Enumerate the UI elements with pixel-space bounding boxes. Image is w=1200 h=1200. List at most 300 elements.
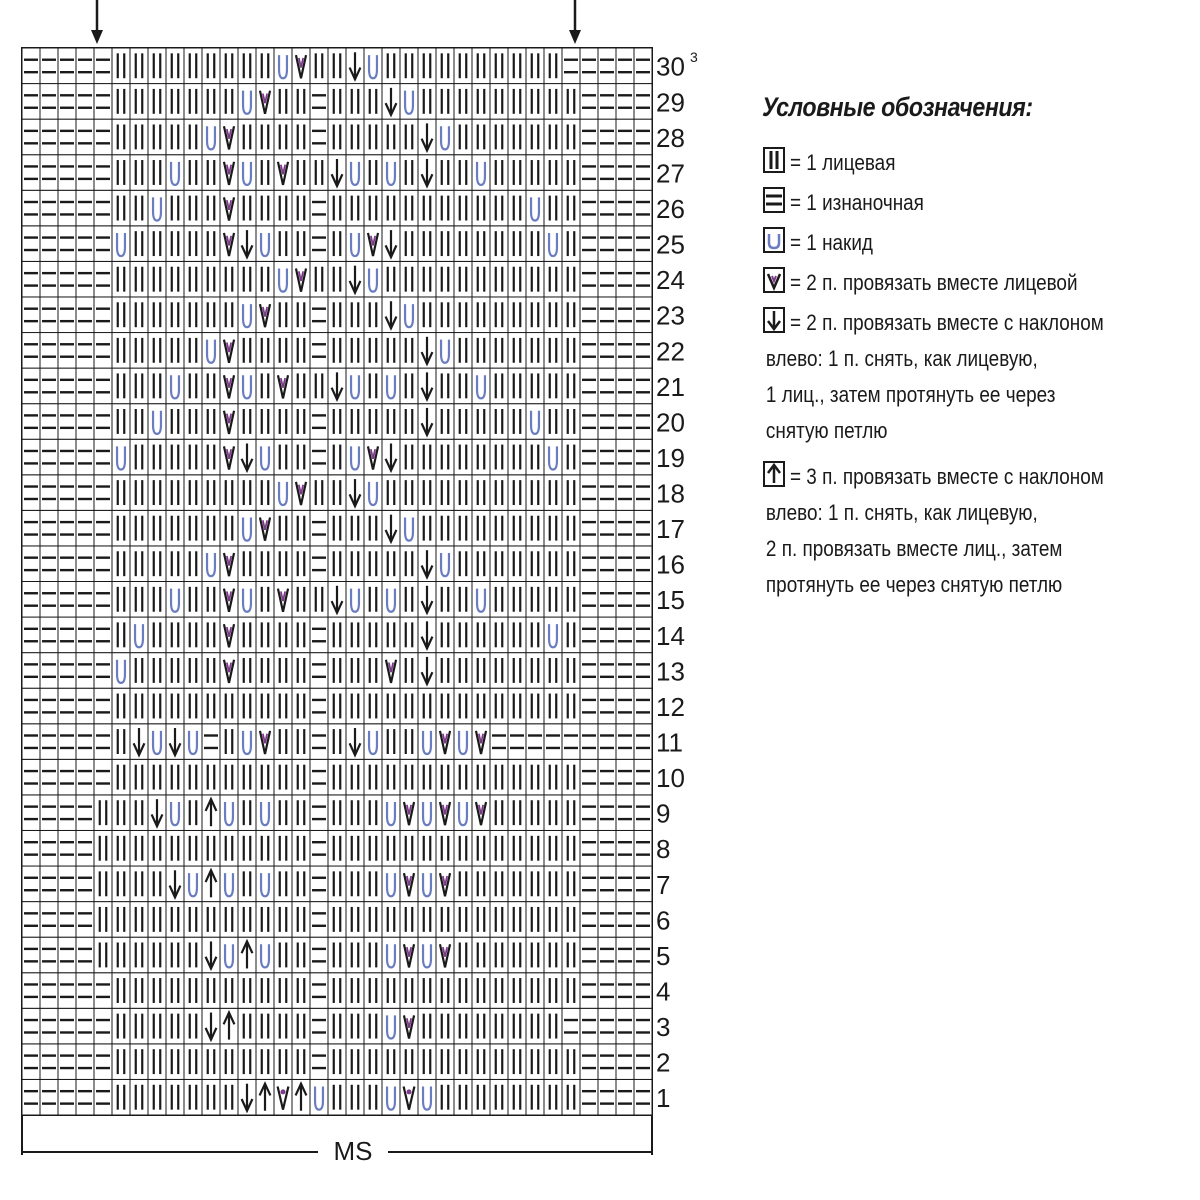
stitch-cell	[274, 226, 292, 262]
stitch-cell	[346, 368, 364, 404]
stitch-cell	[616, 724, 634, 760]
stitch-cell	[328, 190, 346, 226]
stitch-cell	[328, 653, 346, 689]
stitch-cell	[184, 795, 202, 831]
stitch-cell	[526, 226, 544, 262]
stitch-cell	[274, 688, 292, 724]
stitch-cell	[634, 1044, 652, 1080]
stitch-cell	[76, 1008, 94, 1044]
stitch-cell	[616, 261, 634, 297]
stitch-cell	[634, 759, 652, 795]
stitch-cell	[310, 226, 328, 262]
stitch-cell	[292, 830, 310, 866]
stitch-cell	[202, 1044, 220, 1080]
stitch-cell	[76, 973, 94, 1009]
stitch-cell	[58, 724, 76, 760]
stitch-cell	[472, 653, 490, 689]
stitch-cell	[40, 333, 58, 369]
stitch-cell	[544, 582, 562, 618]
stitch-cell	[184, 510, 202, 546]
stitch-cell	[238, 830, 256, 866]
stitch-cell	[94, 475, 112, 511]
stitch-cell	[598, 510, 616, 546]
stitch-cell	[256, 48, 274, 84]
stitch-cell	[112, 795, 130, 831]
stitch-cell	[310, 261, 328, 297]
stitch-cell	[616, 297, 634, 333]
stitch-cell	[274, 1079, 292, 1115]
stitch-cell	[292, 1008, 310, 1044]
stitch-cell	[544, 297, 562, 333]
stitch-cell	[490, 155, 508, 191]
stitch-cell	[292, 546, 310, 582]
stitch-cell	[22, 439, 40, 475]
stitch-cell	[580, 973, 598, 1009]
stitch-cell	[472, 1008, 490, 1044]
stitch-cell	[562, 155, 580, 191]
stitch-cell	[580, 795, 598, 831]
stitch-cell	[436, 866, 454, 902]
stitch-cell	[148, 48, 166, 84]
stitch-cell	[346, 902, 364, 938]
stitch-cell	[328, 119, 346, 155]
legend-item-purl: = 1 изнаночная	[762, 185, 1200, 221]
stitch-cell	[202, 582, 220, 618]
stitch-cell	[22, 582, 40, 618]
row-number: 28	[656, 122, 685, 153]
stitch-cell	[58, 688, 76, 724]
stitch-cell	[112, 368, 130, 404]
stitch-cell	[238, 866, 256, 902]
stitch-cell	[544, 1079, 562, 1115]
stitch-cell	[544, 759, 562, 795]
chart-row-4	[22, 973, 652, 1009]
stitch-cell	[256, 333, 274, 369]
stitch-cell	[634, 439, 652, 475]
stitch-cell	[490, 404, 508, 440]
stitch-cell	[490, 688, 508, 724]
stitch-cell	[436, 510, 454, 546]
stitch-cell	[274, 84, 292, 120]
stitch-cell	[580, 582, 598, 618]
stitch-cell	[292, 84, 310, 120]
stitch-cell	[166, 190, 184, 226]
stitch-cell	[598, 333, 616, 369]
stitch-cell	[562, 439, 580, 475]
stitch-cell	[454, 48, 472, 84]
stitch-cell	[328, 1044, 346, 1080]
stitch-cell	[634, 1008, 652, 1044]
stitch-cell	[634, 119, 652, 155]
stitch-cell	[382, 119, 400, 155]
row-number: 29	[656, 87, 685, 118]
stitch-cell	[472, 902, 490, 938]
stitch-cell	[148, 439, 166, 475]
chart-row-18	[22, 475, 652, 511]
stitch-cell	[472, 297, 490, 333]
stitch-cell	[526, 510, 544, 546]
stitch-cell	[58, 333, 76, 369]
stitch-cell	[220, 297, 238, 333]
stitch-cell	[22, 297, 40, 333]
stitch-cell	[184, 653, 202, 689]
stitch-cell	[418, 937, 436, 973]
row-number: 9	[656, 798, 671, 829]
stitch-cell	[58, 84, 76, 120]
stitch-cell	[220, 724, 238, 760]
stitch-cell	[94, 546, 112, 582]
chart-row-7	[22, 866, 652, 902]
stitch-cell	[580, 510, 598, 546]
stitch-cell	[220, 439, 238, 475]
stitch-cell	[436, 404, 454, 440]
stitch-cell	[40, 866, 58, 902]
stitch-cell	[508, 902, 526, 938]
stitch-cell	[112, 261, 130, 297]
stitch-cell	[472, 1044, 490, 1080]
stitch-cell	[238, 724, 256, 760]
stitch-cell	[238, 368, 256, 404]
stitch-cell	[598, 226, 616, 262]
stitch-cell	[274, 1008, 292, 1044]
stitch-cell	[616, 795, 634, 831]
stitch-cell	[40, 261, 58, 297]
stitch-cell	[472, 688, 490, 724]
stitch-cell	[598, 759, 616, 795]
row-number: 25	[656, 229, 685, 260]
stitch-cell	[328, 439, 346, 475]
stitch-cell	[616, 546, 634, 582]
stitch-cell	[544, 653, 562, 689]
stitch-cell	[130, 617, 148, 653]
stitch-cell	[274, 297, 292, 333]
stitch-cell	[58, 937, 76, 973]
chart-row-23	[22, 297, 652, 333]
stitch-cell	[364, 688, 382, 724]
stitch-cell	[256, 653, 274, 689]
stitch-cell	[544, 368, 562, 404]
stitch-cell	[292, 759, 310, 795]
stitch-cell	[454, 119, 472, 155]
stitch-cell	[220, 617, 238, 653]
stitch-cell	[220, 653, 238, 689]
stitch-cell	[58, 510, 76, 546]
stitch-cell	[454, 617, 472, 653]
stitch-cell	[400, 902, 418, 938]
stitch-cell	[202, 688, 220, 724]
stitch-cell	[598, 155, 616, 191]
stitch-cell	[256, 1008, 274, 1044]
stitch-cell	[382, 297, 400, 333]
stitch-cell	[94, 155, 112, 191]
stitch-cell	[562, 795, 580, 831]
double-decrease-icon	[762, 460, 786, 488]
stitch-cell	[544, 546, 562, 582]
stitch-cell	[616, 226, 634, 262]
stitch-cell	[490, 439, 508, 475]
stitch-cell	[598, 190, 616, 226]
stitch-cell	[544, 190, 562, 226]
stitch-cell	[238, 261, 256, 297]
stitch-cell	[184, 119, 202, 155]
stitch-cell	[634, 333, 652, 369]
stitch-cell	[274, 190, 292, 226]
stitch-cell	[292, 1044, 310, 1080]
stitch-cell	[256, 582, 274, 618]
stitch-cell	[400, 830, 418, 866]
stitch-cell	[22, 937, 40, 973]
stitch-cell	[76, 333, 94, 369]
stitch-cell	[184, 617, 202, 653]
stitch-cell	[472, 759, 490, 795]
stitch-cell	[76, 902, 94, 938]
stitch-cell	[382, 973, 400, 1009]
stitch-cell	[76, 297, 94, 333]
stitch-cell	[472, 830, 490, 866]
stitch-cell	[346, 830, 364, 866]
stitch-cell	[40, 84, 58, 120]
stitch-cell	[274, 439, 292, 475]
stitch-cell	[328, 404, 346, 440]
stitch-cell	[418, 546, 436, 582]
stitch-cell	[364, 368, 382, 404]
stitch-cell	[292, 297, 310, 333]
stitch-cell	[130, 261, 148, 297]
stitch-cell	[238, 688, 256, 724]
stitch-cell	[112, 866, 130, 902]
stitch-cell	[526, 1044, 544, 1080]
stitch-cell	[166, 48, 184, 84]
stitch-cell	[58, 830, 76, 866]
stitch-cell	[130, 902, 148, 938]
stitch-cell	[130, 1008, 148, 1044]
stitch-cell	[454, 830, 472, 866]
stitch-cell	[400, 1044, 418, 1080]
stitch-cell	[166, 226, 184, 262]
stitch-cell	[580, 84, 598, 120]
stitch-cell	[508, 510, 526, 546]
stitch-cell	[634, 155, 652, 191]
stitch-cell	[292, 261, 310, 297]
stitch-cell	[238, 582, 256, 618]
stitch-cell	[130, 1044, 148, 1080]
stitch-cell	[292, 866, 310, 902]
stitch-cell	[616, 510, 634, 546]
stitch-cell	[166, 902, 184, 938]
stitch-cell	[472, 368, 490, 404]
legend-item-k2tog: = 2 п. провязать вместе лицевой	[762, 265, 1200, 301]
stitch-cell	[346, 795, 364, 831]
stitch-cell	[598, 724, 616, 760]
stitch-cell	[220, 582, 238, 618]
stitch-cell	[94, 368, 112, 404]
stitch-cell	[112, 617, 130, 653]
row-number: 7	[656, 869, 671, 900]
stitch-cell	[364, 226, 382, 262]
stitch-cell	[544, 688, 562, 724]
knit-stitch-icon	[762, 146, 786, 174]
stitch-cell	[94, 973, 112, 1009]
stitch-cell	[76, 48, 94, 84]
stitch-cell	[292, 653, 310, 689]
legend-item-yarn-over: = 1 накид	[762, 225, 1200, 261]
stitch-cell	[634, 795, 652, 831]
stitch-cell	[616, 155, 634, 191]
stitch-cell	[400, 1008, 418, 1044]
stitch-cell	[238, 510, 256, 546]
stitch-cell	[508, 653, 526, 689]
stitch-cell	[184, 84, 202, 120]
stitch-cell	[598, 973, 616, 1009]
row-number: 21	[656, 371, 685, 402]
chart-row-27	[22, 155, 652, 191]
stitch-cell	[508, 297, 526, 333]
stitch-cell	[94, 333, 112, 369]
stitch-cell	[166, 866, 184, 902]
stitch-cell	[418, 973, 436, 1009]
stitch-cell	[112, 546, 130, 582]
stitch-cell	[580, 226, 598, 262]
stitch-cell	[148, 226, 166, 262]
stitch-cell	[76, 510, 94, 546]
stitch-cell	[328, 759, 346, 795]
stitch-cell	[526, 439, 544, 475]
stitch-cell	[22, 546, 40, 582]
stitch-cell	[256, 84, 274, 120]
stitch-cell	[616, 84, 634, 120]
stitch-cell	[94, 902, 112, 938]
stitch-cell	[112, 84, 130, 120]
stitch-cell	[184, 724, 202, 760]
stitch-cell	[112, 1044, 130, 1080]
stitch-cell	[634, 48, 652, 84]
stitch-cell	[634, 830, 652, 866]
stitch-cell	[130, 333, 148, 369]
stitch-cell	[634, 190, 652, 226]
stitch-cell	[256, 937, 274, 973]
stitch-cell	[202, 475, 220, 511]
stitch-cell	[292, 155, 310, 191]
stitch-cell	[202, 546, 220, 582]
stitch-cell	[364, 510, 382, 546]
stitch-cell	[292, 48, 310, 84]
stitch-cell	[328, 84, 346, 120]
stitch-cell	[508, 1008, 526, 1044]
stitch-cell	[130, 84, 148, 120]
stitch-cell	[328, 937, 346, 973]
stitch-cell	[148, 830, 166, 866]
row-number: 15	[656, 585, 685, 616]
stitch-cell	[328, 297, 346, 333]
stitch-cell	[400, 937, 418, 973]
stitch-cell	[508, 759, 526, 795]
stitch-cell	[544, 1044, 562, 1080]
stitch-cell	[544, 795, 562, 831]
chart-row-17	[22, 510, 652, 546]
stitch-cell	[616, 688, 634, 724]
stitch-cell	[472, 439, 490, 475]
purl-stitch-icon	[762, 186, 786, 214]
stitch-cell	[94, 866, 112, 902]
stitch-cell	[472, 119, 490, 155]
stitch-cell	[22, 119, 40, 155]
stitch-cell	[418, 582, 436, 618]
stitch-cell	[562, 1079, 580, 1115]
stitch-cell	[58, 48, 76, 84]
stitch-cell	[58, 439, 76, 475]
stitch-cell	[580, 546, 598, 582]
stitch-cell	[436, 1044, 454, 1080]
stitch-cell	[490, 333, 508, 369]
stitch-cell	[202, 368, 220, 404]
stitch-cell	[220, 795, 238, 831]
stitch-cell	[166, 830, 184, 866]
stitch-cell	[400, 190, 418, 226]
stitch-cell	[328, 368, 346, 404]
stitch-cell	[544, 439, 562, 475]
stitch-cell	[130, 190, 148, 226]
stitch-cell	[94, 1044, 112, 1080]
stitch-cell	[454, 973, 472, 1009]
stitch-cell	[238, 190, 256, 226]
stitch-cell	[292, 973, 310, 1009]
stitch-cell	[346, 226, 364, 262]
chart-row-3	[22, 1008, 652, 1044]
stitch-cell	[544, 1008, 562, 1044]
stitch-cell	[364, 475, 382, 511]
stitch-cell	[274, 724, 292, 760]
stitch-cell	[562, 48, 580, 84]
stitch-cell	[220, 688, 238, 724]
stitch-cell	[490, 84, 508, 120]
stitch-cell	[130, 1079, 148, 1115]
stitch-cell	[634, 368, 652, 404]
stitch-cell	[418, 1044, 436, 1080]
stitch-cell	[148, 261, 166, 297]
stitch-cell	[598, 439, 616, 475]
stitch-cell	[364, 973, 382, 1009]
stitch-cell	[364, 1079, 382, 1115]
stitch-cell	[40, 830, 58, 866]
stitch-cell	[202, 830, 220, 866]
stitch-cell	[220, 84, 238, 120]
stitch-cell	[112, 510, 130, 546]
stitch-cell	[562, 261, 580, 297]
stitch-cell	[76, 617, 94, 653]
stitch-cell	[598, 830, 616, 866]
stitch-cell	[346, 155, 364, 191]
stitch-cell	[130, 795, 148, 831]
stitch-cell	[274, 475, 292, 511]
stitch-cell	[94, 830, 112, 866]
stitch-cell	[76, 653, 94, 689]
stitch-cell	[112, 582, 130, 618]
stitch-cell	[364, 617, 382, 653]
stitch-cell	[490, 119, 508, 155]
stitch-cell	[184, 937, 202, 973]
stitch-cell	[112, 119, 130, 155]
stitch-cell	[310, 155, 328, 191]
stitch-cell	[562, 617, 580, 653]
stitch-cell	[22, 795, 40, 831]
chart-row-30	[22, 48, 652, 84]
row-number: 19	[656, 442, 685, 473]
stitch-cell	[346, 333, 364, 369]
stitch-cell	[382, 653, 400, 689]
stitch-cell	[220, 475, 238, 511]
stitch-cell	[40, 582, 58, 618]
stitch-cell	[238, 439, 256, 475]
